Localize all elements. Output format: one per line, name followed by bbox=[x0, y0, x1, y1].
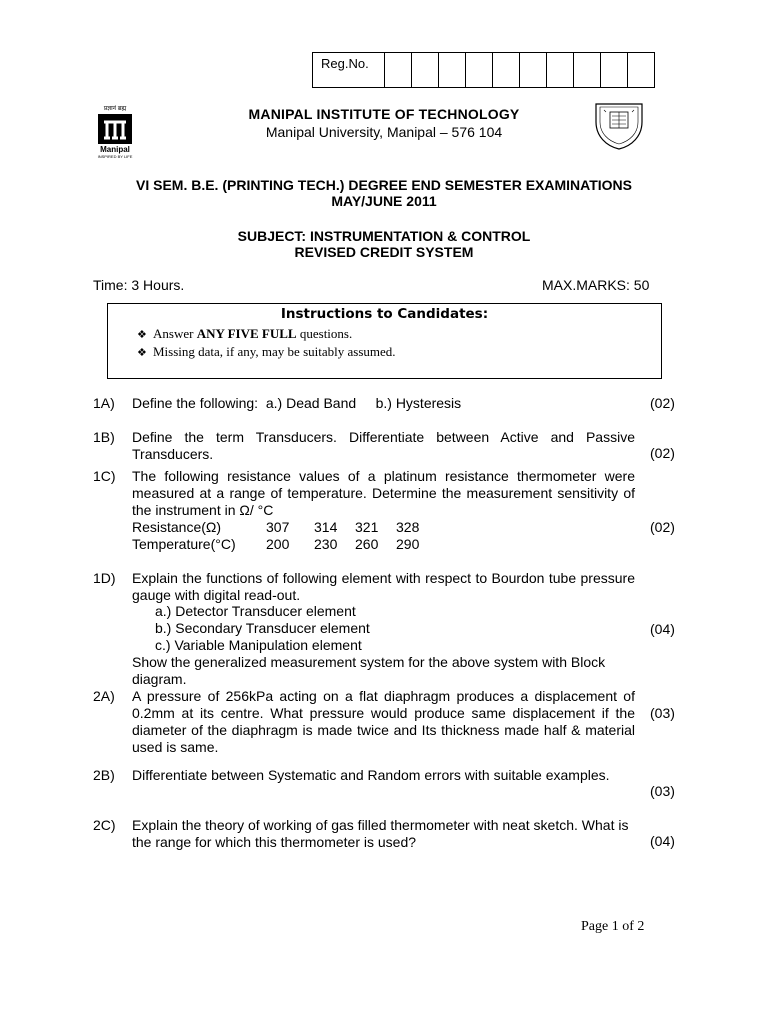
question-number: 1B) bbox=[93, 429, 115, 445]
logo-wordmark: Manipal bbox=[100, 145, 130, 154]
data-table bbox=[132, 519, 436, 553]
table-cell: 200 bbox=[266, 536, 290, 552]
table-cell: 290 bbox=[396, 536, 420, 552]
reg-no-cell bbox=[466, 53, 493, 87]
max-marks: MAX.MARKS: 50 bbox=[542, 277, 650, 293]
svg-text:INSPIRED BY LIFE: INSPIRED BY LIFE bbox=[97, 154, 133, 159]
question-text: Define the following: a.) Dead Band b.) Hysteresis bbox=[132, 395, 462, 411]
reg-no-cell bbox=[628, 53, 654, 87]
question-text: Define the term Transducers. Differentiate between Active and Passive Transducers. bbox=[132, 429, 635, 462]
question-text: Explain the theory of working of gas filled thermometer with neat sketch. What is the range for which this thermometer is used? bbox=[132, 817, 629, 850]
question-text: Differentiate between Systematic and Random errors with suitable examples. bbox=[132, 767, 610, 783]
table-cell: 260 bbox=[355, 536, 379, 552]
sub-item: b.) Secondary Transducer element bbox=[155, 620, 370, 636]
reg-no-cell bbox=[493, 53, 520, 87]
diamond-bullet-icon: ❖ bbox=[137, 329, 147, 341]
exam-session: MAY/JUNE 2011 bbox=[331, 193, 437, 209]
reg-no-cell bbox=[520, 53, 547, 87]
table-cell: 230 bbox=[314, 536, 338, 552]
table-row bbox=[132, 536, 436, 553]
reg-no-cell bbox=[412, 53, 439, 87]
reg-no-cell bbox=[601, 53, 628, 87]
reg-no-cell bbox=[574, 53, 601, 87]
question-number: 2C) bbox=[93, 817, 116, 833]
diamond-bullet-icon: ❖ bbox=[137, 347, 147, 359]
question-number: 2A) bbox=[93, 688, 115, 704]
instruction-item: ❖ Missing data, if any, may be suitably assumed. bbox=[137, 344, 396, 359]
table-cell: 328 bbox=[396, 519, 420, 535]
row-label: Resistance(Ω) bbox=[132, 519, 222, 535]
question-marks: (04) bbox=[650, 621, 675, 637]
question-marks: (03) bbox=[650, 783, 675, 799]
svg-text:प्रज्ञानं ब्रह्म: प्रज्ञानं ब्रह्म bbox=[103, 105, 127, 112]
table-cell: 307 bbox=[266, 519, 290, 535]
question-number: 2B) bbox=[93, 767, 115, 783]
sub-item: c.) Variable Manipulation element bbox=[155, 637, 362, 653]
reg-no-label: Reg.No. bbox=[313, 53, 385, 87]
institute-address: Manipal University, Manipal – 576 104 bbox=[265, 124, 503, 140]
credit-system: REVISED CREDIT SYSTEM bbox=[294, 244, 474, 260]
reg-no-cell bbox=[385, 53, 412, 87]
reg-no-cell bbox=[439, 53, 466, 87]
question-marks: (04) bbox=[650, 833, 675, 849]
question-marks: (03) bbox=[650, 705, 675, 721]
page-number: Page 1 of 2 bbox=[581, 919, 645, 934]
question-number: 1D) bbox=[93, 570, 116, 586]
question-text: Show the generalized measurement system for the above system with Block diagram. bbox=[132, 654, 606, 687]
reg-no-cell bbox=[547, 53, 574, 87]
question-marks: (02) bbox=[650, 395, 675, 411]
sub-item: a.) Detector Transducer element bbox=[155, 603, 356, 619]
question-marks: (02) bbox=[650, 445, 675, 461]
reg-no-box bbox=[312, 52, 655, 88]
question-marks: (02) bbox=[650, 519, 675, 535]
instruction-item: ❖ Answer ANY FIVE FULL questions. bbox=[137, 326, 353, 341]
question-number: 1A) bbox=[93, 395, 115, 411]
exam-title: VI SEM. B.E. (PRINTING TECH.) DEGREE END SEMESTER EXAMINATIONS bbox=[135, 177, 632, 193]
row-label: Temperature(°C) bbox=[132, 536, 236, 552]
table-row bbox=[132, 519, 436, 536]
question-text: The following resistance values of a platinum resistance thermometer were measured at a range of temperature. Determine the measurement sensitivity of the instrument in Ω/ °C bbox=[132, 468, 635, 518]
question-text: Explain the functions of following element with respect to Bourdon tube pressure gauge with digital read-out. bbox=[132, 570, 635, 603]
table-cell: 321 bbox=[355, 519, 379, 535]
table-cell: 314 bbox=[314, 519, 338, 535]
question-text: A pressure of 256kPa acting on a flat diaphragm produces a displacement of 0.2mm at its centre. What pressure would produce same displacement if the diameter of the diaphragm is made twice and Its thickness made half & material used is same. bbox=[132, 688, 635, 755]
subject-title: SUBJECT: INSTRUMENTATION & CONTROL bbox=[237, 228, 531, 244]
exam-duration: Time: 3 Hours. bbox=[93, 277, 185, 293]
instructions-title: Instructions to Candidates: bbox=[280, 306, 489, 322]
institute-name: MANIPAL INSTITUTE OF TECHNOLOGY bbox=[248, 106, 520, 122]
question-number: 1C) bbox=[93, 468, 116, 484]
